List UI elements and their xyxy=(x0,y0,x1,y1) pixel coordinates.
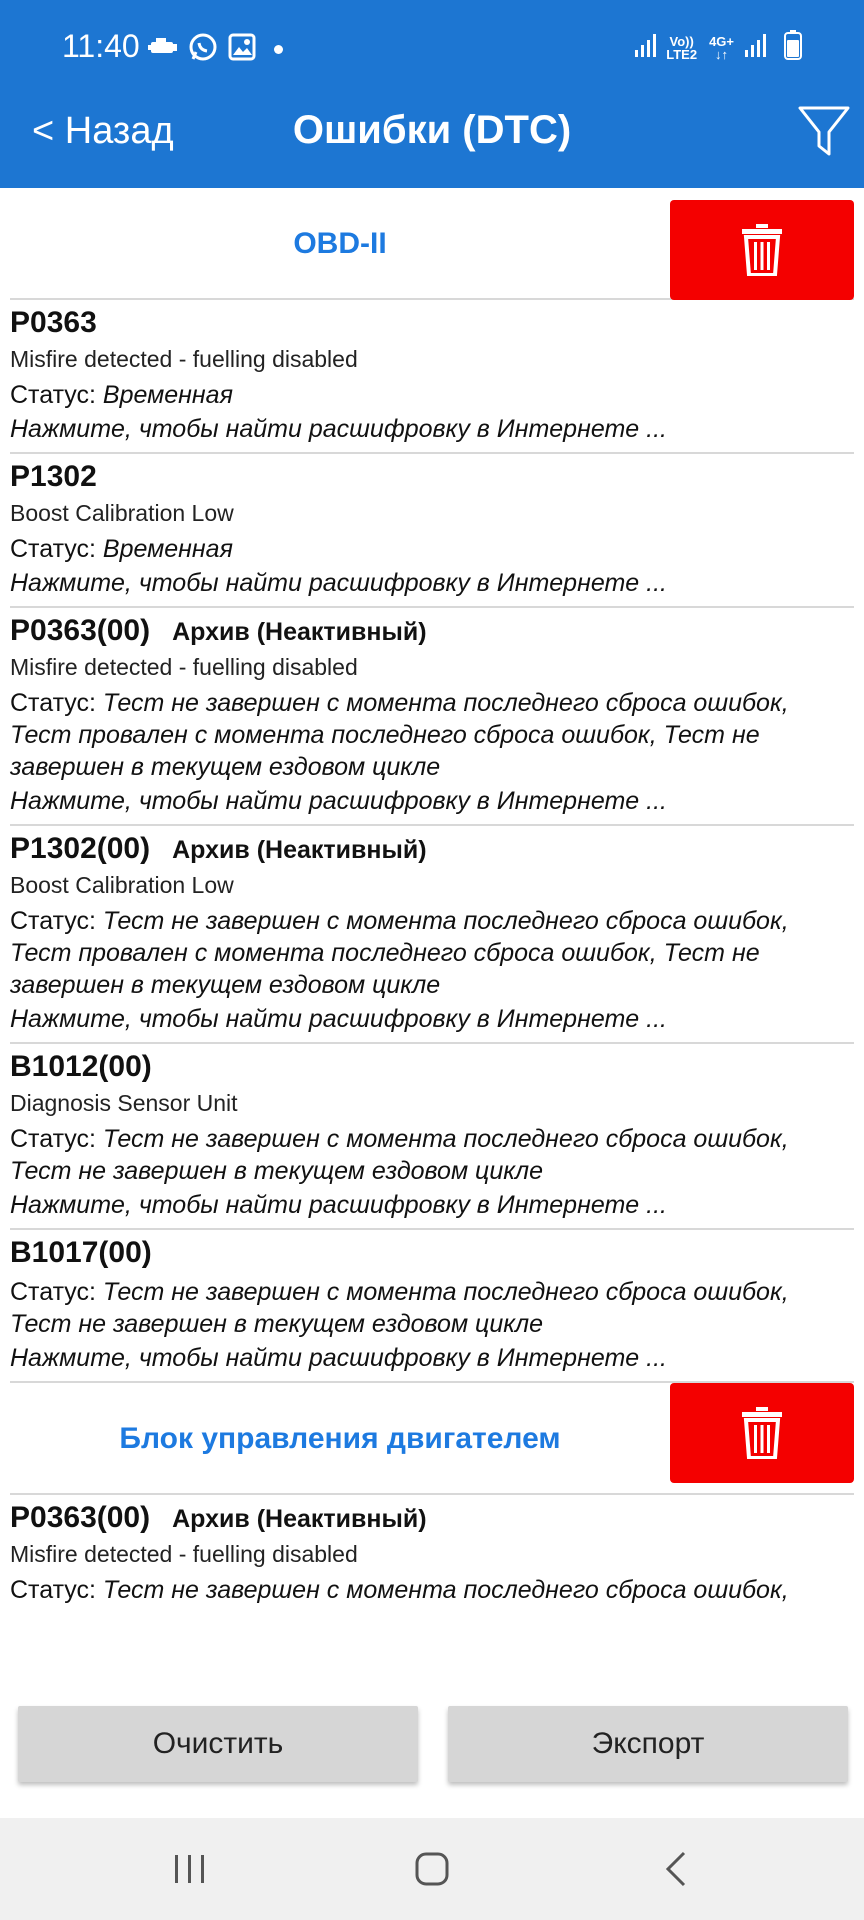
gallery-icon xyxy=(228,33,256,66)
volte-label xyxy=(666,35,697,61)
toolbar xyxy=(0,96,864,188)
status-prefix: Статус: xyxy=(10,381,103,409)
status-left-icons xyxy=(148,32,283,67)
status-value: Тест не завершен с момента последнего сброса ошибок, Тест провален с момента последнего сброса ошибок, Тест не завершен в текущем ездовом цикле xyxy=(10,907,789,999)
status-value: Временная xyxy=(102,381,233,409)
dtc-status xyxy=(10,1123,854,1187)
dtc-status xyxy=(10,905,854,1001)
status-value: Тест не завершен с момента последнего сброса ошибок, Тест не завершен в текущем ездовом цикле xyxy=(10,1125,789,1185)
car-icon xyxy=(148,36,178,63)
dtc-description: Misfire detected - fuelling disabled xyxy=(10,1541,358,1567)
recents-button[interactable] xyxy=(160,1818,220,1920)
status-value: Тест не завершен с момента последнего сброса ошибок, xyxy=(102,1576,789,1604)
status-right-icons xyxy=(634,30,802,65)
battery-icon xyxy=(784,30,802,65)
search-hint[interactable]: Нажмите, чтобы найти расшифровку в Интернете ... xyxy=(10,1191,667,1219)
search-hint[interactable]: Нажмите, чтобы найти расшифровку в Интернете ... xyxy=(10,787,667,815)
network-type-label xyxy=(709,35,734,61)
section-header-engine xyxy=(10,1383,854,1495)
section-title: Блок управления двигателем xyxy=(119,1422,561,1455)
system-nav-bar xyxy=(0,1818,864,1920)
whatsapp-icon xyxy=(188,32,218,67)
signal-icon xyxy=(744,32,770,63)
back-button[interactable]: < Назад xyxy=(32,110,174,152)
dtc-status xyxy=(10,1276,854,1340)
filter-icon xyxy=(796,102,852,160)
dtc-status xyxy=(10,687,854,783)
recents-icon xyxy=(173,1853,207,1885)
status-bar xyxy=(0,0,864,96)
dtc-description: Boost Calibration Low xyxy=(10,872,234,898)
signal-icon xyxy=(634,32,660,63)
dtc-item[interactable] xyxy=(10,608,854,826)
search-hint[interactable]: Нажмите, чтобы найти расшифровку в Интернете ... xyxy=(10,415,667,443)
dtc-code: B1012(00) xyxy=(10,1050,152,1083)
dtc-code: P1302 xyxy=(10,460,97,493)
search-hint[interactable]: Нажмите, чтобы найти расшифровку в Интернете ... xyxy=(10,1005,667,1033)
dtc-status xyxy=(10,533,854,565)
status-prefix: Статус: xyxy=(10,907,103,935)
dtc-item[interactable] xyxy=(10,1044,854,1230)
status-prefix: Статус: xyxy=(10,535,103,563)
dtc-code: P0363(00) xyxy=(10,614,151,647)
dtc-code: P1302(00) xyxy=(10,832,151,865)
archive-label: Архив (Неактивный) xyxy=(172,618,427,646)
archive-label: Архив (Неактивный) xyxy=(172,836,427,864)
status-prefix: Статус: xyxy=(10,689,103,717)
nav-back-button[interactable] xyxy=(646,1818,706,1920)
status-value: Тест не завершен с момента последнего сброса ошибок, Тест не завершен в текущем ездовом цикле xyxy=(10,1278,789,1338)
dtc-code: P0363 xyxy=(10,306,97,339)
dtc-item[interactable] xyxy=(10,1495,854,1614)
app-header xyxy=(0,0,864,188)
status-time: 11:40 xyxy=(62,28,140,64)
status-value: Тест не завершен с момента последнего сброса ошибок, Тест провален с момента последнего сброса ошибок, Тест не завершен в текущем ездовом цикле xyxy=(10,689,789,781)
dtc-status xyxy=(10,379,854,411)
archive-label: Архив (Неактивный) xyxy=(172,1505,427,1533)
home-button[interactable] xyxy=(402,1818,462,1920)
dtc-description: Misfire detected - fuelling disabled xyxy=(10,346,358,372)
dtc-description: Boost Calibration Low xyxy=(10,500,234,526)
dtc-item[interactable] xyxy=(10,300,854,454)
page-title: Ошибки (DTC) xyxy=(292,108,572,152)
network-label: 4G+ xyxy=(709,33,734,49)
dtc-code: B1017(00) xyxy=(10,1236,152,1269)
search-hint[interactable]: Нажмите, чтобы найти расшифровку в Интернете ... xyxy=(10,1344,667,1372)
dtc-item[interactable] xyxy=(10,454,854,608)
export-button[interactable]: Экспорт xyxy=(448,1706,848,1782)
section-title: OBD-II xyxy=(293,227,387,260)
status-prefix: Статус: xyxy=(10,1125,103,1153)
dtc-status xyxy=(10,1574,854,1606)
dtc-code: P0363(00) xyxy=(10,1501,151,1534)
filter-button[interactable] xyxy=(796,102,852,160)
dtc-description: Diagnosis Sensor Unit xyxy=(10,1090,238,1116)
dtc-list[interactable] xyxy=(0,188,864,1670)
trash-icon xyxy=(742,1407,782,1459)
clear-button[interactable]: Очистить xyxy=(18,1706,418,1782)
volte-top-label: Vo)) xyxy=(669,33,694,49)
dtc-item[interactable] xyxy=(10,826,854,1044)
status-prefix: Статус: xyxy=(10,1576,103,1604)
dtc-item[interactable] xyxy=(10,1230,854,1383)
delete-button[interactable] xyxy=(670,200,854,300)
bottom-action-bar xyxy=(0,1700,864,1790)
dot-icon xyxy=(274,45,283,54)
search-hint[interactable]: Нажмите, чтобы найти расшифровку в Интернете ... xyxy=(10,569,667,597)
status-value: Временная xyxy=(102,535,233,563)
volte-bottom-label: LTE2 xyxy=(666,46,698,62)
section-header-obd2 xyxy=(10,188,854,300)
home-icon xyxy=(414,1851,450,1887)
dtc-description: Misfire detected - fuelling disabled xyxy=(10,654,358,680)
status-prefix: Статус: xyxy=(10,1278,103,1306)
delete-button[interactable] xyxy=(670,1383,854,1483)
back-icon xyxy=(664,1851,688,1887)
trash-icon xyxy=(742,224,782,276)
data-arrows-icon: ↓↑ xyxy=(715,46,729,62)
